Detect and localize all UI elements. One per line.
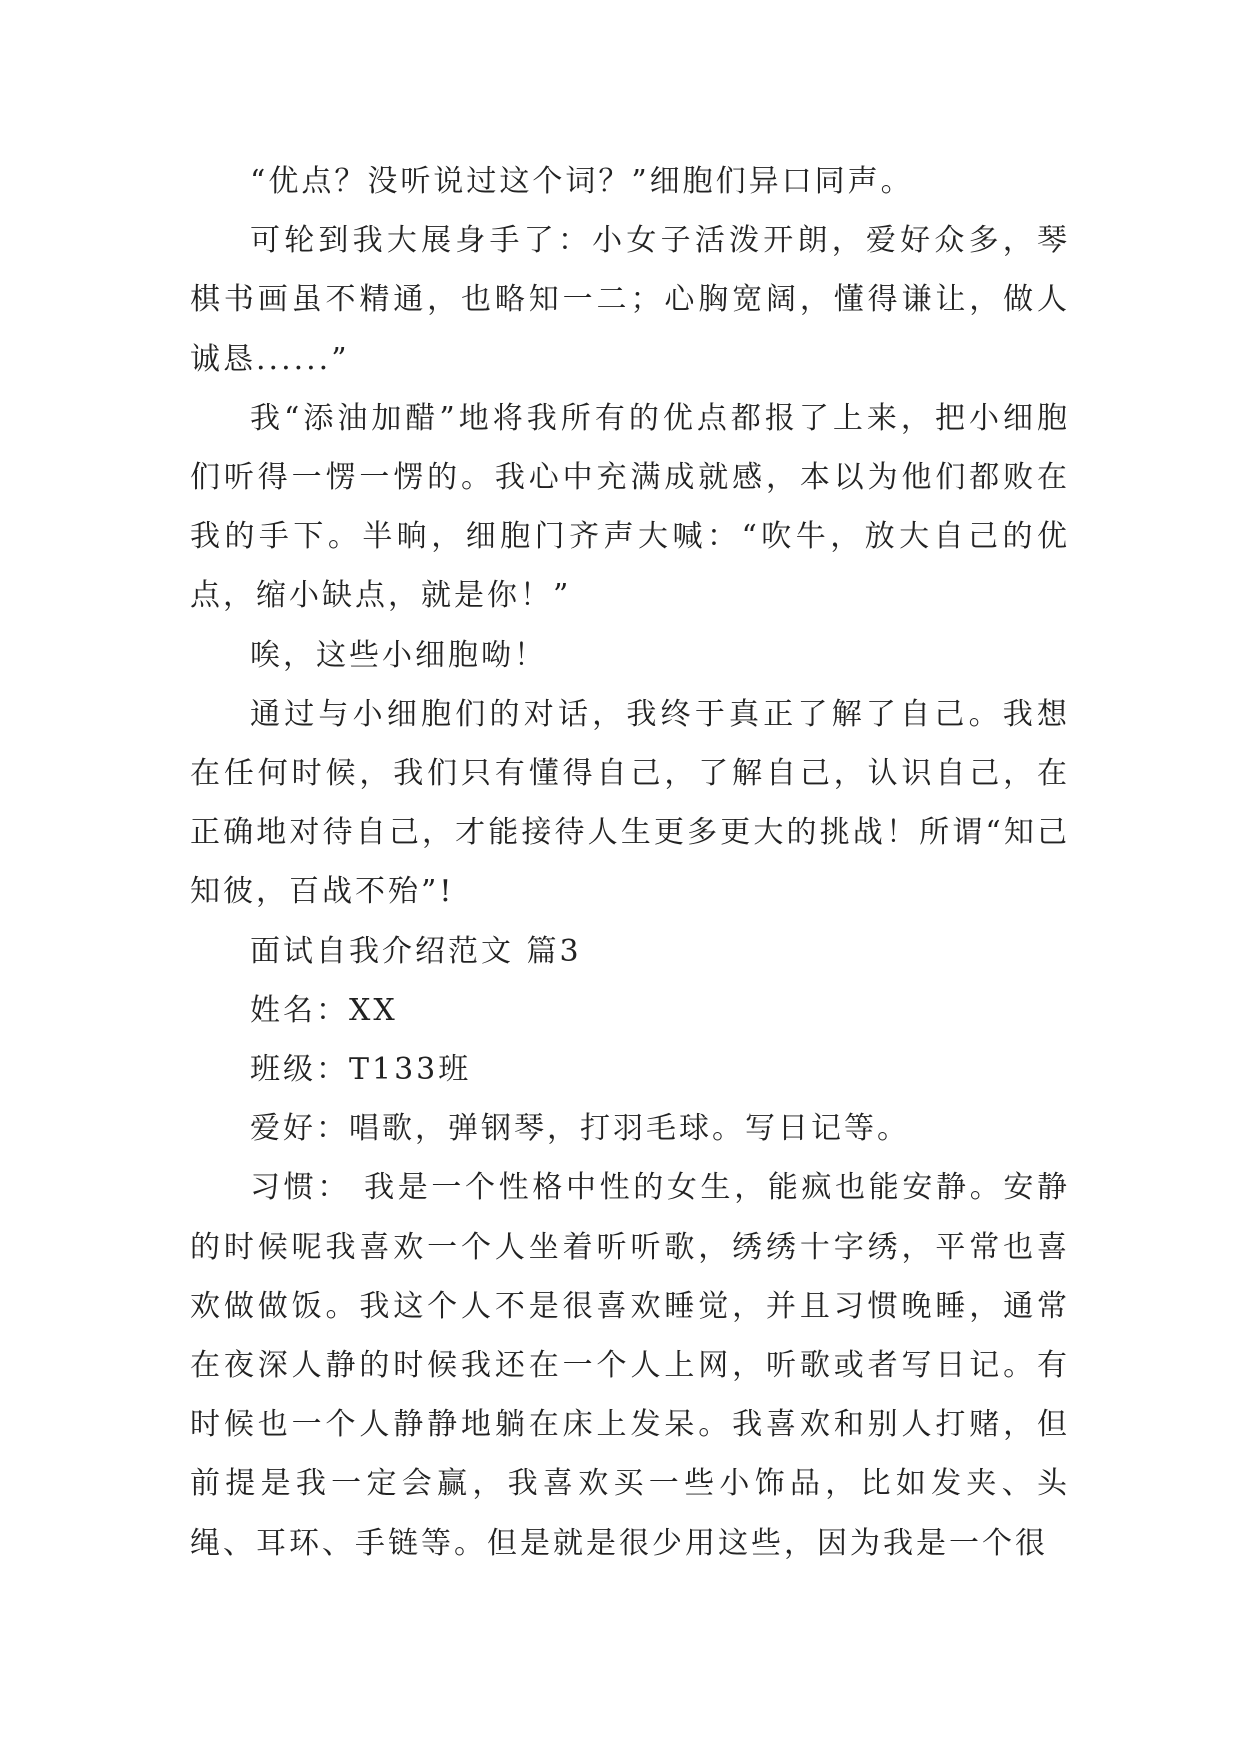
field-class: 班级：T133班 — [250, 1052, 472, 1088]
document-body — [190, 152, 1070, 1573]
paragraph-conclusion: 通过与小细胞们的对话，我终于真正了解了自己。我想在任何时候，我们只有懂得自己，了解自己，认识自己，在正确地对待自己，才能接待人生更多更大的挑战！所谓“知己知彼，百战不殆”! — [190, 696, 1070, 910]
paragraph-sigh: 唉，这些小细胞呦！ — [250, 637, 547, 673]
paragraph-exaggeration: 我“添油加醋”地将我所有的优点都报了上来，把小细胞们听得一愣一愣的。我心中充满成就感，本以为他们都败在我的手下。半晌，细胞门齐声大喊：“吹牛，放大自己的优点，缩小缺点，就是你！” — [190, 400, 1070, 614]
section-heading: 面试自我介绍范文 篇3 — [250, 933, 582, 969]
field-hobbies: 爱好：唱歌，弹钢琴，打羽毛球。写日记等。 — [250, 1111, 910, 1147]
field-habits: 习惯： 我是一个性格中性的女生，能疯也能安静。安静的时候呢我喜欢一个人坐着听听歌，绣绣十字绣，平常也喜欢做做饭。我这个人不是很喜欢睡觉，并且习惯晚睡，通常在夜深人静的时候我还在一个人上网，听歌或者写日记。有时候也一个人静静地躺在床上发呆。我喜欢和别人打赌，但前提是我一定会赢，我喜欢买一些小饰品，比如发夹、头绳、耳环、手链等。但是就是很少用这些，因为我是一个很 — [190, 1170, 1070, 1561]
paragraph-self-praise: 可轮到我大展身手了：小女子活泼开朗，爱好众多，琴棋书画虽不精通，也略知一二；心胸宽阔，懂得谦让，做人诚恳......” — [190, 223, 1070, 377]
paragraph-cells-reply: “优点？没听说过这个词？”细胞们异口同声。 — [250, 164, 914, 199]
field-name: 姓名：XX — [250, 992, 398, 1028]
